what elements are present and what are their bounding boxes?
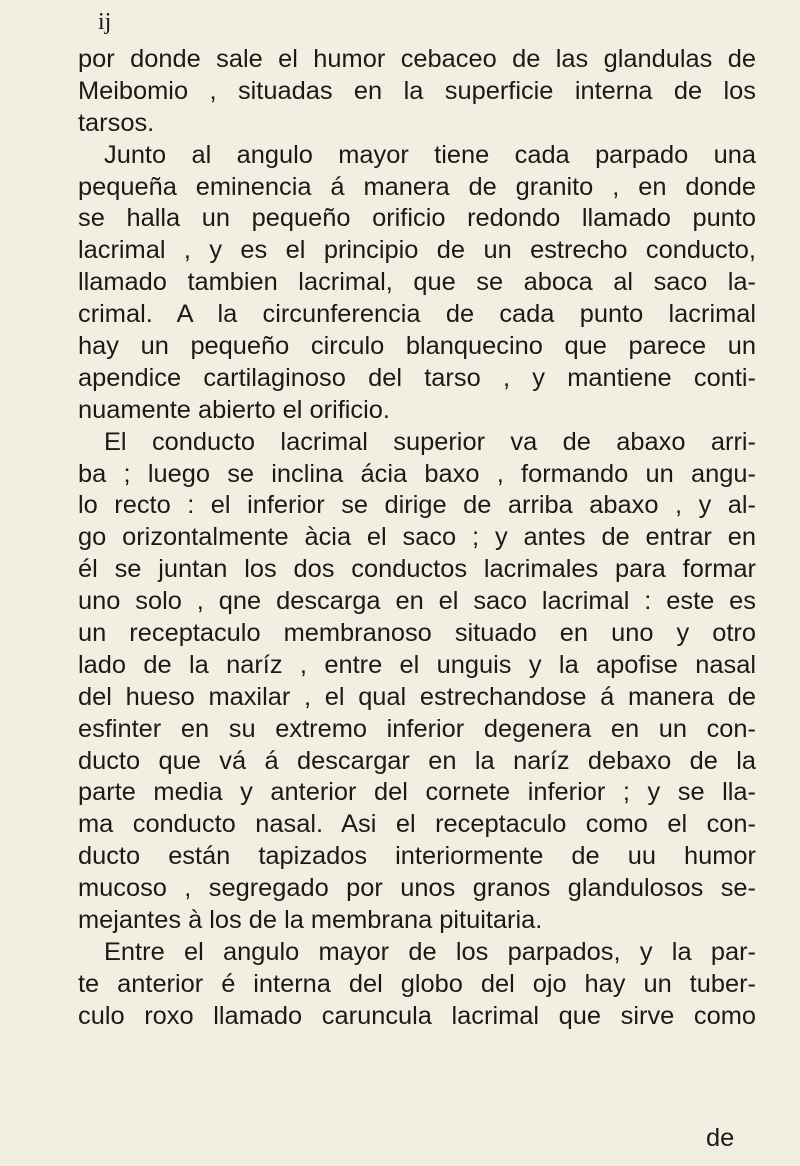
text-line: mucoso , segregado por unos granos glandulosos se- (78, 874, 756, 903)
text-line: lado de la naríz , entre el unguis y la apofise nasal (78, 650, 756, 679)
text-line: lo recto : el inferior se dirige de arriba abaxo , y al- (78, 491, 756, 520)
text-line: él se juntan los dos conductos lacrimales para formar (78, 555, 756, 584)
text-line: uno solo , qne descarga en el saco lacrimal : este es (78, 587, 756, 616)
text-line: lacrimal , y es el principio de un estrecho conducto, (78, 236, 756, 265)
text-line: esfinter en su extremo inferior degenera en un con- (78, 714, 756, 743)
text-line: tarsos. (78, 108, 155, 137)
paragraph-start-line: El conducto lacrimal superior va de abaxo arri- (104, 427, 756, 456)
text-line: un receptaculo membranoso situado en uno y otro (78, 619, 756, 648)
text-line: por donde sale el humor cebaceo de las glandulas de (78, 45, 756, 73)
text-line: Meibomio , situadas en la superficie interna de los (78, 76, 756, 105)
text-line: se halla un pequeño orificio redondo llamado punto (78, 204, 756, 233)
text-line: llamado tambien lacrimal, que se aboca al saco la- (78, 268, 756, 297)
text-line: del hueso maxilar , el qual estrechandose á manera de (78, 682, 756, 711)
text-line: pequeña eminencia á manera de granito , en donde (78, 172, 756, 201)
text-line: ducto están tapizados interiormente de uu humor (78, 842, 756, 871)
text-line: ducto que vá á descargar en la naríz debaxo de la (78, 746, 756, 775)
text-line: parte media y anterior del cornete inferior ; y se lla- (78, 778, 756, 807)
text-line: crimal. A la circunferencia de cada punto lacrimal (78, 300, 756, 329)
text-line: go orizontalmente àcia el saco ; y antes de entrar en (78, 523, 756, 552)
text-line: nuamente abierto el orificio. (78, 395, 390, 424)
signature-mark: ij (98, 9, 112, 35)
text-line: mejantes à los de la membrana pituitaria. (78, 906, 543, 935)
paragraph-start-line: Junto al angulo mayor tiene cada parpado una (104, 140, 756, 169)
text-line: hay un pequeño circulo blanquecino que parece un (78, 332, 756, 361)
text-line: culo roxo llamado caruncula lacrimal que sirve como (78, 1001, 756, 1030)
text-line: ma conducto nasal. Asi el receptaculo como el con- (78, 810, 756, 839)
catchword: de (706, 1124, 735, 1152)
text-line: ba ; luego se inclina ácia baxo , formando un angu- (78, 459, 756, 488)
text-line: apendice cartilaginoso del tarso , y mantiene conti- (78, 363, 756, 392)
text-line: te anterior é interna del globo del ojo hay un tuber- (78, 969, 756, 998)
body-text (78, 44, 756, 1033)
paragraph-start-line: Entre el angulo mayor de los parpados, y la par- (104, 937, 756, 966)
